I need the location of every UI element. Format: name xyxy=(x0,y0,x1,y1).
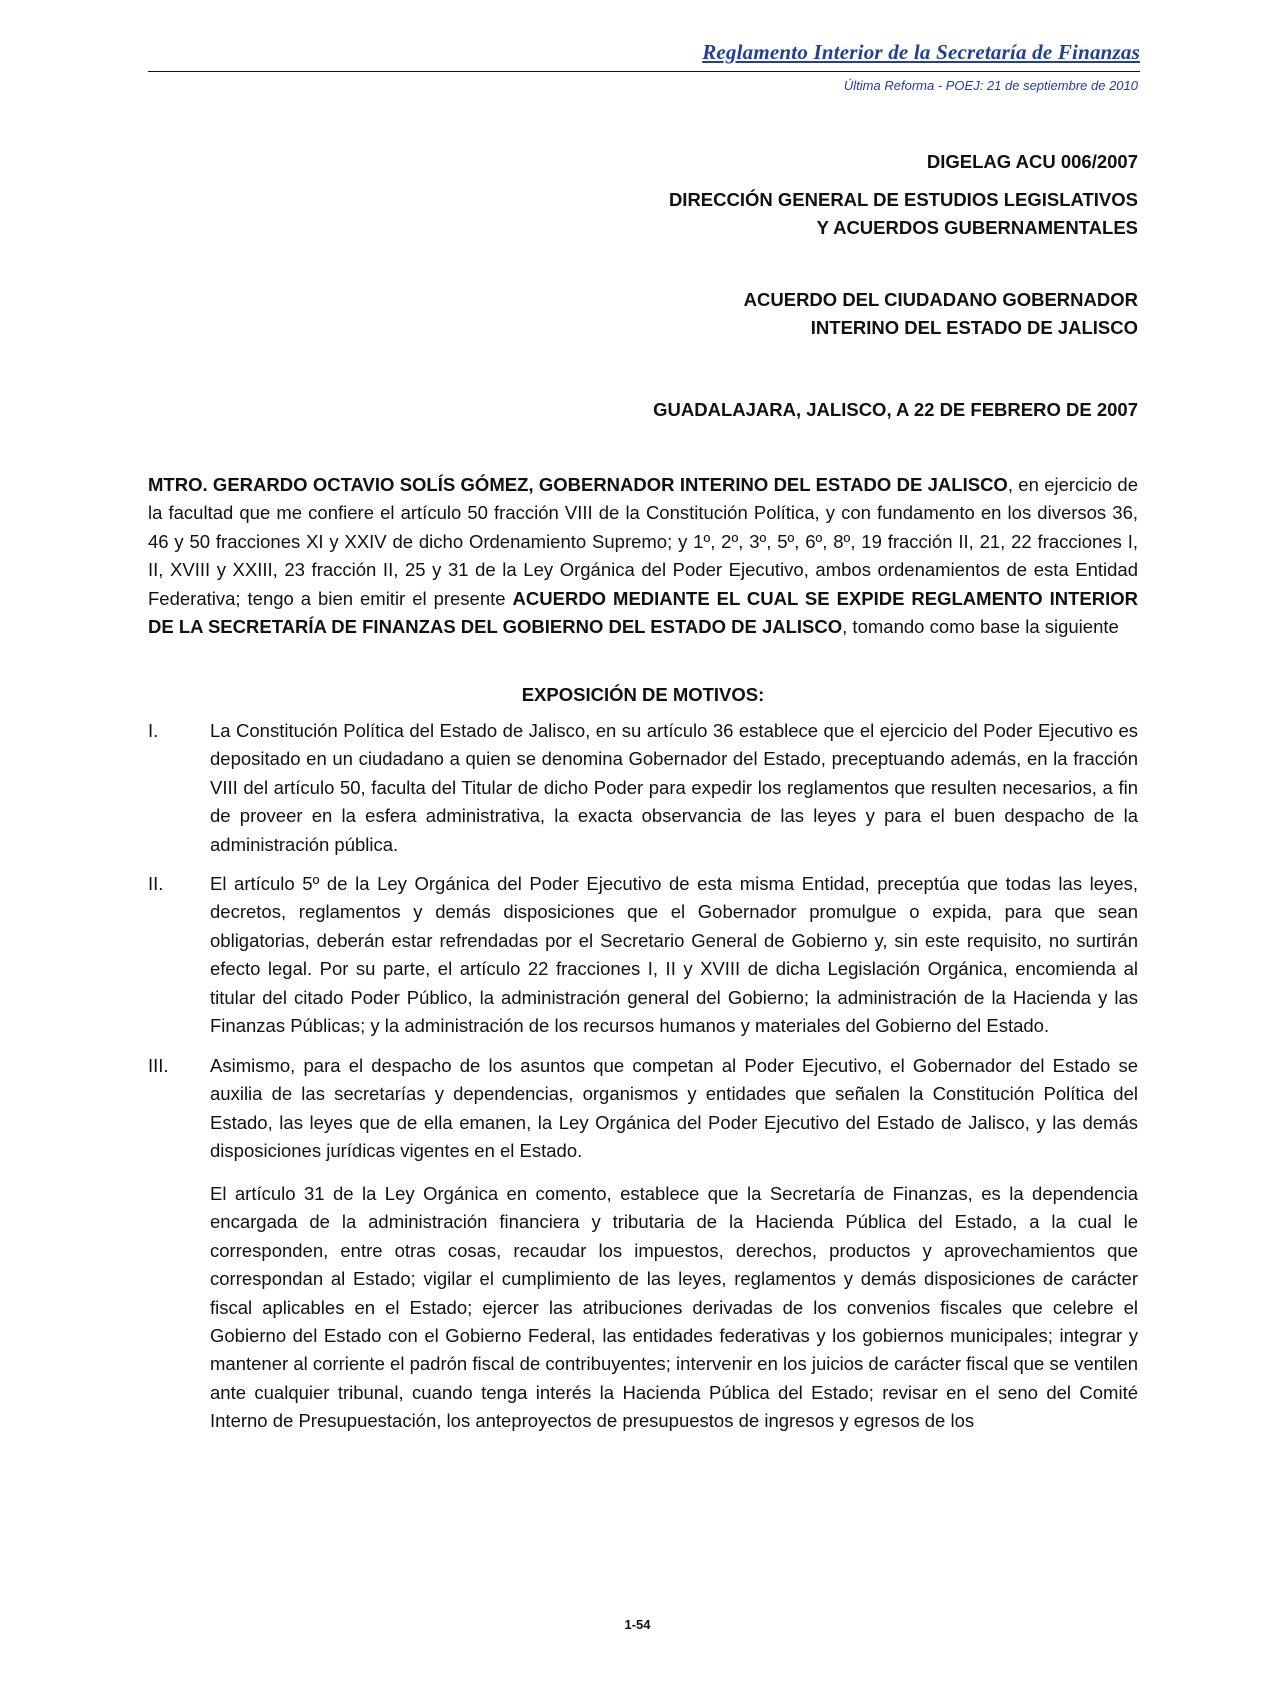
place-date: GUADALAJARA, JALISCO, A 22 DE FEBRERO DE 2007 xyxy=(653,399,1138,420)
office-line-1: DIRECCIÓN GENERAL DE ESTUDIOS LEGISLATIVOS xyxy=(668,189,1138,210)
agreement-line-2: INTERINO DEL ESTADO DE JALISCO xyxy=(810,317,1138,338)
intro-paragraph xyxy=(148,471,1138,641)
governor-name: MTRO. GERARDO OCTAVIO SOLÍS GÓMEZ, GOBERNADOR INTERINO DEL ESTADO DE JALISCO xyxy=(148,474,1008,495)
motives-heading: EXPOSICIÓN DE MOTIVOS: xyxy=(521,684,765,705)
item-number: III. xyxy=(148,1055,169,1076)
item-text: Asimismo, para el despacho de los asuntos que competan al Poder Ejecutivo, el Gobernador del Estado se auxilia de las secretarías y dependencias, organismos y entidades que señalen la Constitución Política del Estado, las leyes que de ella emanen, la Ley Orgánica del Poder Ejecutivo del Estado de Jalisco, y las demás disposiciones jurídicas vigentes en el Estado. xyxy=(210,1055,1138,1162)
intro-text-end: , tomando como base la siguiente xyxy=(842,616,1119,638)
office-name xyxy=(669,186,1138,242)
item-text: El artículo 5º de la Ley Orgánica del Poder Ejecutivo de esta misma Entidad, preceptúa que todas las leyes, decretos, reglamentos y demás disposiciones que el Gobernador promulgue o expida, para que sean obligatorias, deberán estar refrendadas por el Secretario General de Gobierno y, sin este requisito, no surtirán efecto legal. Por su parte, el artículo 22 fracciones I, II y XVIII de dicha Legislación Orgánica, encomienda al titular del citado Poder Público, la administración general del Gobierno; la administración de la Hacienda y las Finanzas Públicas; y la administración de los recursos humanos y materiales del Gobierno del Estado. xyxy=(210,873,1138,1037)
item-text: La Constitución Política del Estado de Jalisco, en su artículo 36 establece que el ejercicio del Poder Ejecutivo es depositado en un ciudadano a quien se denomina Gobernador del Estado, preceptuando además, en la fracción VIII del artículo 50, faculta del Titular de dicho Poder para expedir los reglamentos que resulten necesarios, a fin de proveer en la esfera administrativa, la exacta observancia de las leyes y para el buen despacho de la administración pública. xyxy=(210,720,1138,855)
page-number: 1-54 xyxy=(624,1617,651,1632)
header-divider xyxy=(148,71,1140,72)
item-number: I. xyxy=(148,720,159,741)
header-subtitle: Última Reforma - POEJ: 21 de septiembre de 2010 xyxy=(843,78,1138,93)
item-number: II. xyxy=(148,873,164,894)
agreement-statement: ACUERDO MEDIANTE EL CUAL SE EXPIDE REGLAMENTO INTERIOR DE LA SECRETARÍA DE FINANZAS DEL GOBIERNO DEL ESTADO DE JALISCO xyxy=(148,587,1138,638)
agreement-line-1: ACUERDO DEL CIUDADANO GOBERNADOR xyxy=(743,289,1138,310)
header-title: Reglamento Interior de la Secretaría de Finanzas xyxy=(702,40,1140,64)
item-continuation-text: El artículo 31 de la Ley Orgánica en comento, establece que la Secretaría de Finanzas, es la dependencia encargada de la administración financiera y tributaria de la Hacienda Pública del Estado, a la cual le corresponden, entre otras cosas, recaudar los impuestos, derechos, productos y aprovechamientos que correspondan al Estado; vigilar el cumplimiento de las leyes, reglamentos y demás disposiciones de carácter fiscal aplicables en el Estado; ejercer las atribuciones derivadas de los convenios fiscales que celebre el Gobierno del Estado con el Gobierno Federal, las entidades federativas y los gobiernos municipales; integrar y mantener al corriente el padrón fiscal de contribuyentes; intervenir en los juicios de carácter fiscal que se ventilen ante cualquier tribunal, cuando tenga interés la Hacienda Pública del Estado; revisar en el seno del Comité Interno de Presupuestación, los anteproyectos de presupuestos de ingresos y egresos de los xyxy=(210,1183,1138,1432)
document-code: DIGELAG ACU 006/2007 xyxy=(926,151,1138,172)
intro-text-middle: , en ejercicio de la facultad que me confiere el artículo 50 fracción VIII de la Constitución Política, y con fundamento en los diversos 36, 46 y 50 fracciones XI y XXIV de dicho Ordenamiento Supremo; y 1º, 2º, 3º, 5º, 6º, 8º, 19 fracción II, 21, 22 fracciones I, II, XVIII y XXIII, 23 fracción II, 25 y 31 de la Ley Orgánica del Poder Ejecutivo, ambos ordenamientos de esta Entidad Federativa; tengo a bien emitir el presente xyxy=(148,474,1138,609)
office-line-2: Y ACUERDOS GUBERNAMENTALES xyxy=(816,217,1138,238)
agreement-title xyxy=(744,286,1138,342)
